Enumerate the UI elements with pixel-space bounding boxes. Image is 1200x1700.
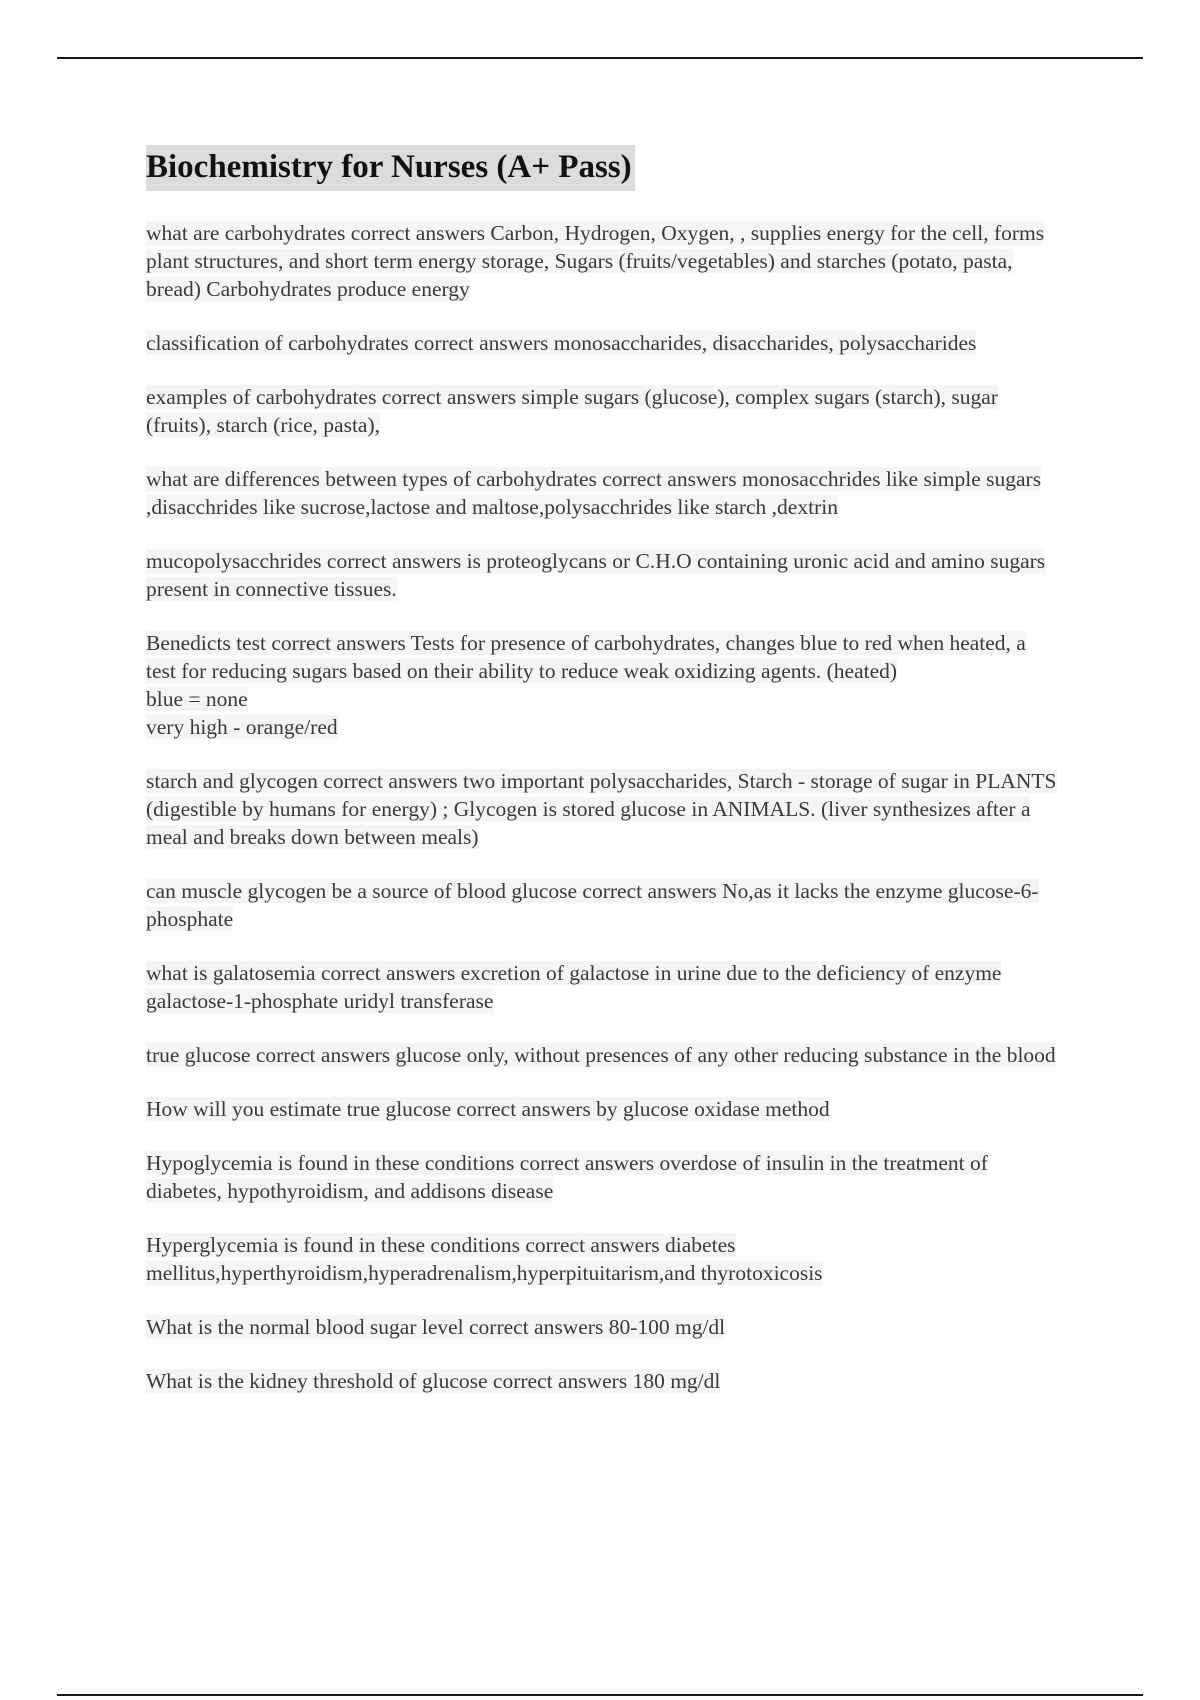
qa-item <box>146 1095 1061 1123</box>
qa-item <box>146 1313 1061 1341</box>
qa-item <box>146 1149 1061 1205</box>
qa-item <box>146 767 1061 851</box>
qa-extra-line <box>146 685 1061 713</box>
qa-text: starch and glycogen correct answers two important polysaccharides, Starch - storage of sugar in PLANTS (digestible by humans for energy) ; Glycogen is stored glucose in ANIMALS. (liver synthesizes after a meal and breaks down between meals) <box>146 769 1057 849</box>
qa-text: what is galatosemia correct answers excretion of galactose in urine due to the deficiency of enzyme galactose-1-phosphate uridyl transferase <box>146 961 1002 1013</box>
qa-item <box>146 547 1061 603</box>
qa-item <box>146 877 1061 933</box>
qa-item <box>146 959 1061 1015</box>
bottom-rule <box>57 1694 1143 1696</box>
qa-text: Hypoglycemia is found in these conditions correct answers overdose of insulin in the treatment of diabetes, hypothyroidism, and addisons disease <box>146 1151 988 1203</box>
qa-item <box>146 465 1061 521</box>
qa-text: what are differences between types of carbohydrates correct answers monosacchrides like simple sugars ,disacchrides like sucrose,lactose and maltose,polysacchrides like starch ,dextrin <box>146 467 1042 519</box>
top-rule <box>57 57 1143 59</box>
qa-text: Hyperglycemia is found in these conditions correct answers diabetes mellitus,hyperthyroidism,hyperadrenalism,hyperpituitarism,and thyrotoxicosis <box>146 1233 823 1285</box>
qa-text: classification of carbohydrates correct answers monosaccharides, disaccharides, polysaccharides <box>146 331 977 355</box>
qa-item <box>146 219 1061 303</box>
qa-text: can muscle glycogen be a source of blood glucose correct answers No,as it lacks the enzyme glucose-6-phosphate <box>146 879 1039 931</box>
qa-text: What is the normal blood sugar level correct answers 80-100 mg/dl <box>146 1315 726 1339</box>
qa-text: How will you estimate true glucose correct answers by glucose oxidase method <box>146 1097 830 1121</box>
qa-extra-line <box>146 713 1061 741</box>
qa-text: mucopolysacchrides correct answers is proteoglycans or C.H.O containing uronic acid and amino sugars present in connective tissues. <box>146 549 1046 601</box>
document-title: Biochemistry for Nurses (A+ Pass) <box>146 145 635 191</box>
document-body <box>146 145 1061 1421</box>
qa-item <box>146 383 1061 439</box>
qa-extra-text: very high - orange/red <box>146 715 338 739</box>
qa-text: Benedicts test correct answers Tests for presence of carbohydrates, changes blue to red when heated, a test for reducing sugars based on their ability to reduce weak oxidizing agents. (heated) <box>146 631 1026 683</box>
qa-text: what are carbohydrates correct answers Carbon, Hydrogen, Oxygen, , supplies energy for the cell, forms plant structures, and short term energy storage, Sugars (fruits/vegetables) and starches (potato, pasta, bread) Carbohydrates produce energy <box>146 221 1045 301</box>
qa-text: true glucose correct answers glucose only, without presences of any other reducing substance in the blood <box>146 1043 1056 1067</box>
qa-item <box>146 1041 1061 1069</box>
qa-item <box>146 1231 1061 1287</box>
qa-text: What is the kidney threshold of glucose correct answers 180 mg/dl <box>146 1369 721 1393</box>
qa-extra-text: blue = none <box>146 687 248 711</box>
qa-item-benedicts <box>146 629 1061 741</box>
qa-text: examples of carbohydrates correct answers simple sugars (glucose), complex sugars (starch), sugar (fruits), starch (rice, pasta), <box>146 385 998 437</box>
qa-item <box>146 329 1061 357</box>
qa-item <box>146 1367 1061 1395</box>
